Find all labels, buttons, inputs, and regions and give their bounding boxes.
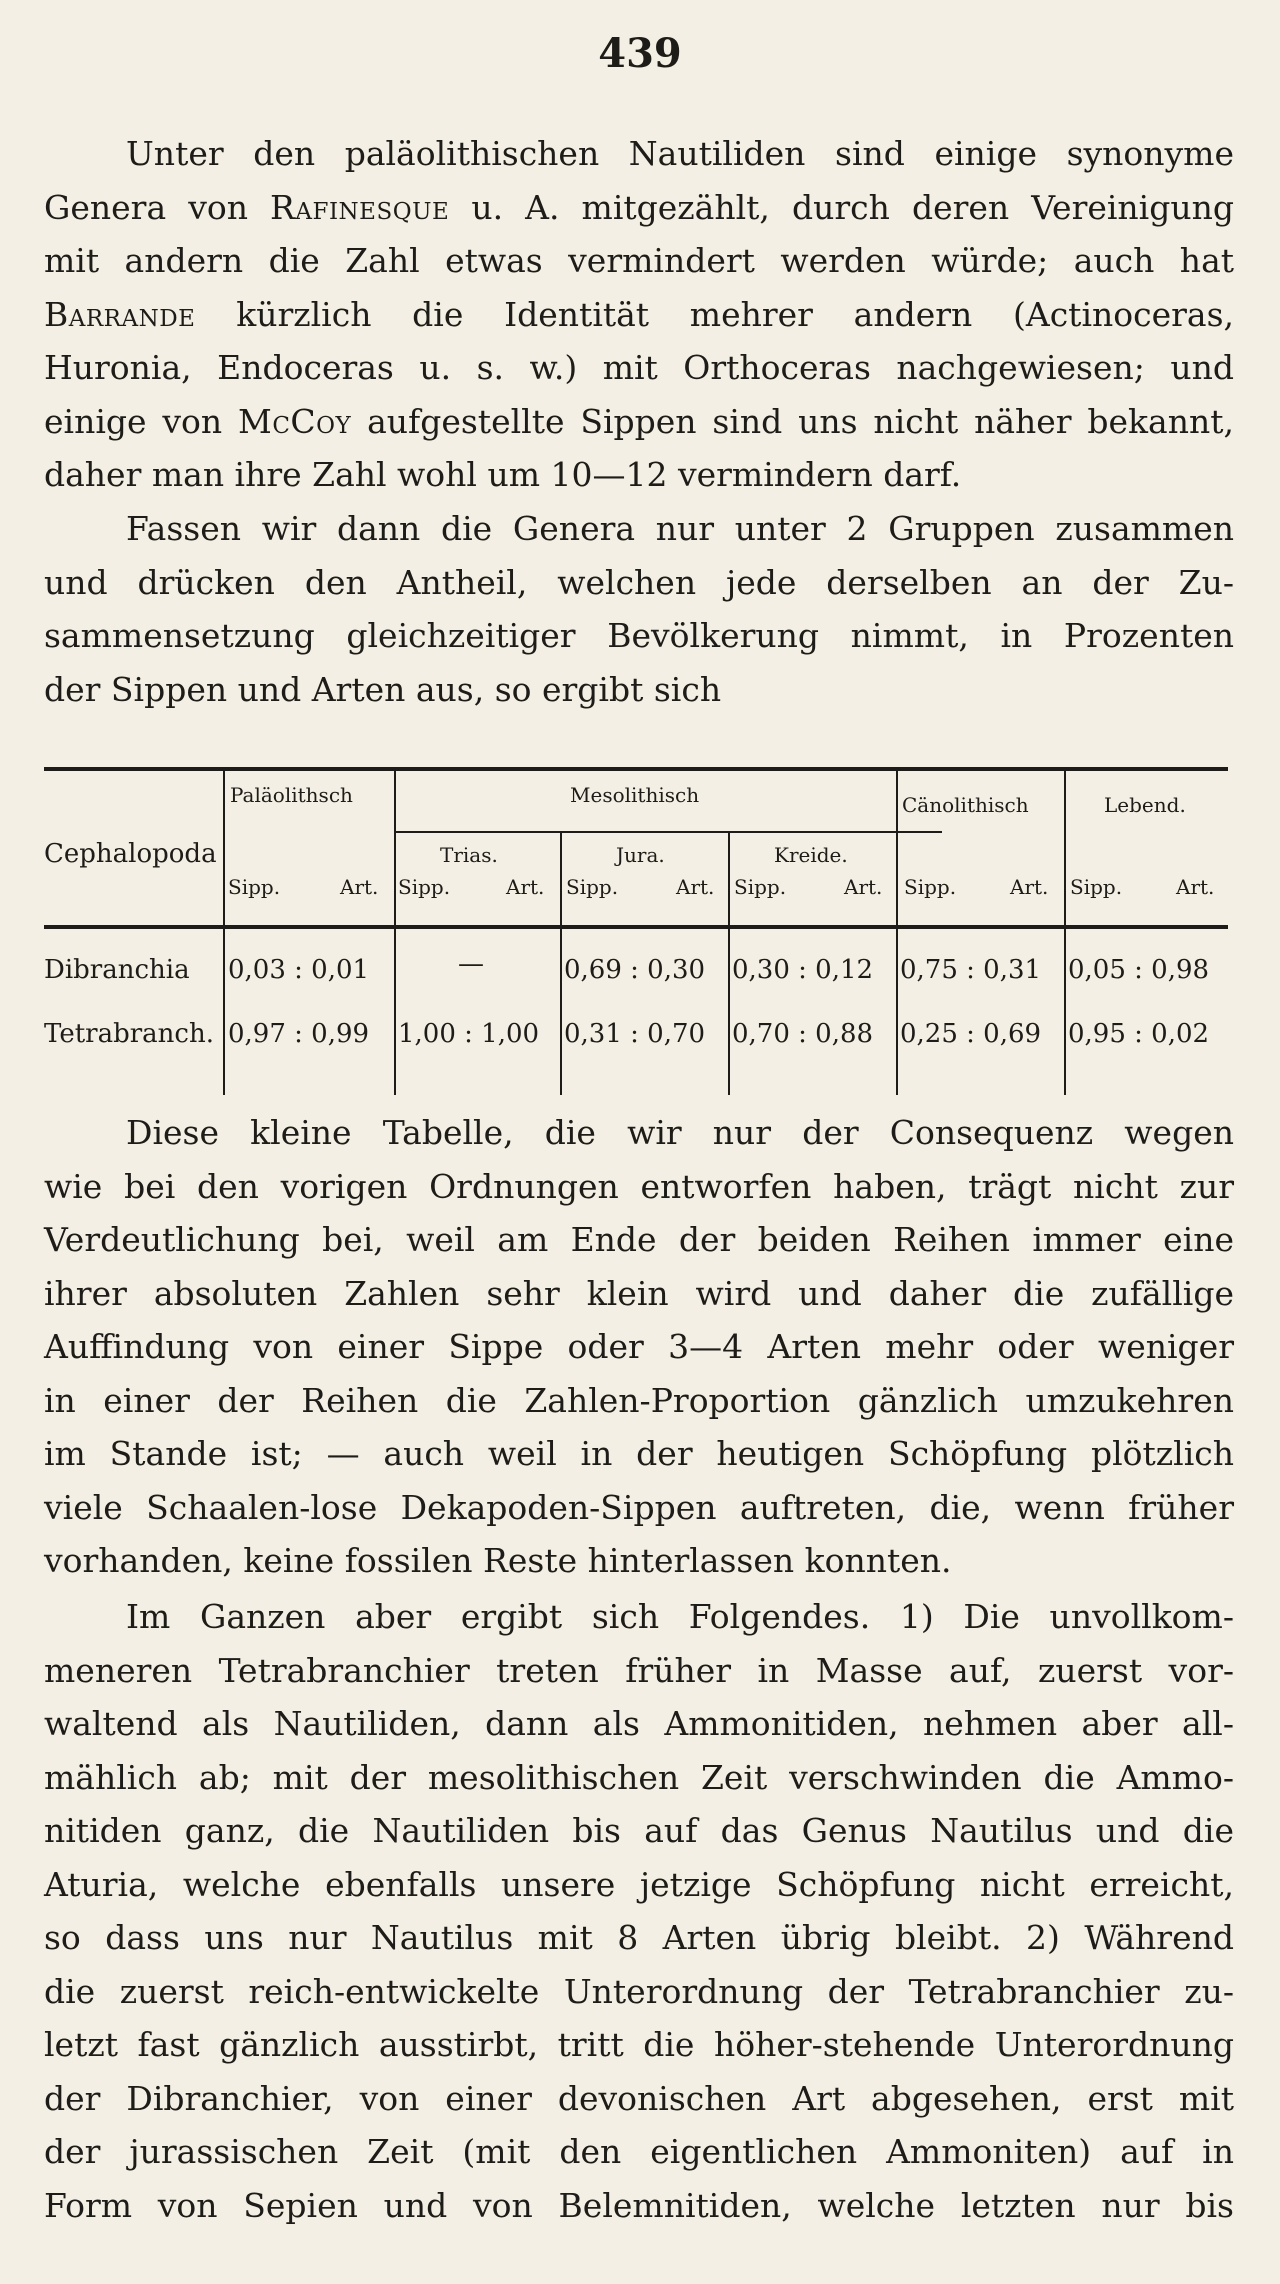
- group-header: Mesolithisch: [570, 783, 700, 807]
- sub-header: Jura.: [616, 843, 665, 867]
- table-cell: —: [458, 949, 484, 979]
- paragraph-2: [44, 502, 1234, 716]
- table-cell: 0,70 : 0,88: [732, 1019, 874, 1049]
- row-label: Tetrabranch.: [44, 1019, 214, 1049]
- text-line: daher man ihre Zahl wohl um 10—12 vermindern darf.: [44, 455, 962, 494]
- text-line: der Sippen und Arten aus, so ergibt sich: [44, 669, 722, 709]
- paragraph-4: [44, 1590, 1234, 2232]
- text-line: der jurassischen Zeit (mit den eigentlichen Ammoniten) auf in: [44, 2132, 1234, 2171]
- meso-subheader-rule: [396, 831, 942, 833]
- text-line: der Dibranchier, von einer devonischen Art abgesehen, erst mit: [44, 2078, 1234, 2118]
- table-cell: 0,75 : 0,31: [900, 955, 1042, 985]
- table-cell: 0,31 : 0,70: [564, 1019, 706, 1049]
- sipp-header: Sipp.: [1070, 875, 1123, 899]
- header-bottom-rule: [44, 925, 1228, 929]
- table-cell: 0,95 : 0,02: [1068, 1019, 1210, 1049]
- art-header: Art.: [1010, 875, 1049, 899]
- column-divider: [896, 771, 898, 1095]
- text-line: Huronia, Endoceras u. s. w.) mit Orthoceras nachgewiesen; und: [44, 348, 1234, 387]
- column-divider: [728, 831, 730, 1095]
- art-header: Art.: [506, 875, 545, 899]
- table-cell: 0,97 : 0,99: [228, 1019, 370, 1049]
- table-cell: 0,05 : 0,98: [1068, 955, 1210, 985]
- table-cell: 0,69 : 0,30: [564, 955, 706, 985]
- cephalopoda-table: [44, 767, 1228, 1095]
- column-divider: [560, 831, 562, 1095]
- text-line: mählich ab; mit der mesolithischen Zeit verschwinden die Ammo-: [44, 1757, 1234, 1797]
- text-line: in einer der Reihen die Zahlen-Proportion gänzlich umzukehren: [44, 1380, 1234, 1420]
- text-line: im Stande ist; — auch weil in der heutigen Schöpfung plötzlich: [44, 1434, 1234, 1473]
- text-line: nitiden ganz, die Nautiliden bis auf das Genus Nautilus und die: [44, 1811, 1234, 1850]
- text-line: Diese kleine Tabelle, die wir nur der Consequenz wegen: [126, 1113, 1234, 1152]
- art-header: Art.: [844, 875, 883, 899]
- page-number: 439: [598, 30, 682, 77]
- text-line: mit andern die Zahl etwas vermindert werden würde; auch hat: [44, 241, 1234, 280]
- row-header: Cephalopoda: [44, 839, 217, 869]
- paragraph-1: [44, 127, 1234, 502]
- text-line: Genera von Rafinesque u. A. mitgezählt, durch deren Vereinigung: [44, 187, 1234, 227]
- text-line: Form von Sepien und von Belemnitiden, welche letzten nur bis: [44, 2185, 1234, 2225]
- row-label: Dibranchia: [44, 955, 190, 985]
- text-line: und drücken den Antheil, welchen jede derselben an der Zu-: [44, 562, 1234, 602]
- sub-header: Trias.: [440, 843, 498, 867]
- sub-header: Kreide.: [774, 843, 848, 867]
- text-line: die zuerst reich-entwickelte Unterordnung der Tetrabranchier zu-: [44, 1971, 1234, 2011]
- author-name: McCoy: [238, 401, 352, 441]
- sipp-header: Sipp.: [904, 875, 957, 899]
- text-line: ihrer absoluten Zahlen sehr klein wird und daher die zufällige: [44, 1273, 1234, 1313]
- sipp-header: Sipp.: [228, 875, 281, 899]
- column-divider: [394, 771, 396, 1095]
- text-line: meneren Tetrabranchier treten früher in Masse auf, zuerst vor-: [44, 1650, 1234, 1690]
- sipp-header: Sipp.: [566, 875, 619, 899]
- text-line: Im Ganzen aber ergibt sich Folgendes. 1) Die unvollkom-: [126, 1597, 1234, 1636]
- text-line: Barrande kürzlich die Identität mehrer andern (Actinoceras,: [44, 294, 1235, 334]
- table-top-rule: [44, 767, 1228, 771]
- sipp-header: Sipp.: [398, 875, 451, 899]
- text-line: vorhanden, keine fossilen Reste hinterlassen konnten.: [44, 1541, 952, 1580]
- text-line: Verdeutlichung bei, weil am Ende der beiden Reihen immer eine: [44, 1220, 1234, 1259]
- sipp-header: Sipp.: [734, 875, 787, 899]
- text-line: Aturia, welche ebenfalls unsere jetzige Schöpfung nicht erreicht,: [44, 1864, 1234, 1904]
- text-line: Fassen wir dann die Genera nur unter 2 Gruppen zusammen: [126, 509, 1234, 548]
- art-header: Art.: [1176, 875, 1215, 899]
- column-divider: [223, 771, 225, 1095]
- text-line: sammensetzung gleichzeitiger Bevölkerung nimmt, in Prozenten: [44, 616, 1234, 655]
- art-header: Art.: [676, 875, 715, 899]
- text-line: waltend als Nautiliden, dann als Ammonitiden, nehmen aber all-: [44, 1704, 1234, 1743]
- text-line: letzt fast gänzlich ausstirbt, tritt die höher-stehende Unterordnung: [44, 2025, 1234, 2064]
- paragraph-3: [44, 1106, 1234, 1588]
- text-line: einige von McCoy aufgestellte Sippen sind uns nicht näher bekannt,: [44, 401, 1234, 441]
- art-header: Art.: [340, 875, 379, 899]
- text-line: viele Schaalen-lose Dekapoden-Sippen auftreten, die, wenn früher: [44, 1487, 1234, 1527]
- text-line: so dass uns nur Nautilus mit 8 Arten übrig bleibt. 2) Während: [44, 1918, 1234, 1957]
- author-name: Barrande: [44, 294, 196, 334]
- table-cell: 0,30 : 0,12: [732, 955, 874, 985]
- author-name: Rafinesque: [270, 187, 450, 227]
- text-line: wie bei den vorigen Ordnungen entworfen haben, trägt nicht zur: [44, 1166, 1234, 1206]
- table-cell: 0,25 : 0,69: [900, 1019, 1042, 1049]
- group-header: Paläolithsch: [230, 783, 353, 807]
- group-header: Cänolithisch: [902, 793, 1029, 817]
- table-cell: 1,00 : 1,00: [398, 1019, 540, 1049]
- text-line: Unter den paläolithischen Nautiliden sind einige synonyme: [126, 134, 1234, 173]
- text-line: Auffindung von einer Sippe oder 3—4 Arten mehr oder weniger: [44, 1327, 1234, 1366]
- table-cell: 0,03 : 0,01: [228, 955, 370, 985]
- group-header: Lebend.: [1104, 793, 1186, 817]
- column-divider: [1064, 771, 1066, 1095]
